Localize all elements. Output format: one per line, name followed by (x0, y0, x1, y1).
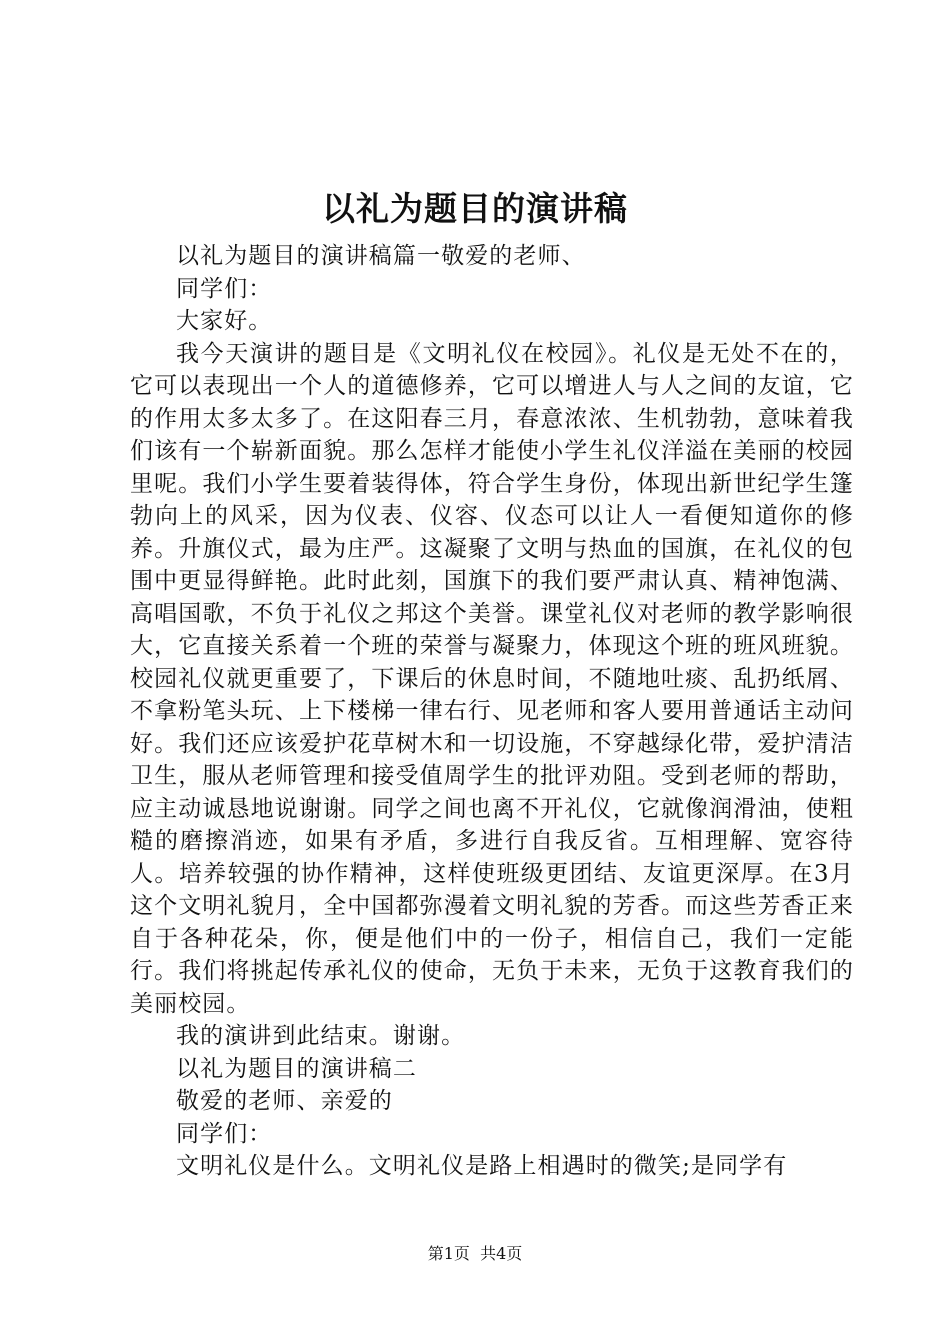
paragraph: 我今天演讲的题目是《文明礼仪在校园》。礼仪是无处不在的，它可以表现出一个人的道德修养，它可以增进人与人之间的友谊，它的作用太多太多了。在这阳春三月，春意浓浓、生机勃勃，意味着我们该有一个崭新面貌。那么怎样才能使小学生礼仪洋溢在美丽的校园里呢。我们小学生要着装得体，符合学生身份，体现出新世纪学生篷勃向上的风采，因为仪表、仪容、仪态可以让人一看便知道你的修养。升旗仪式，最为庄严。这凝聚了文明与热血的国旗，在礼仪的包围中更显得鲜艳。此时此刻，国旗下的我们要严肃认真、精神饱满、高唱国歌，不负于礼仪之邦这个美誉。课堂礼仪对老师的教学影响很大，它直接关系着一个班的荣誉与凝聚力，体现这个班的班风班貌。校园礼仪就更重要了，下课后的休息时间，不随地吐痰、乱扔纸屑、不拿粉笔头玩、上下楼梯一律右行、见老师和客人要用普通话主动问好。我们还应该爱护花草树木和一切设施，不穿越绿化带，爱护清洁卫生，服从老师管理和接受值周学生的批评劝阻。受到老师的帮助，应主动诚恳地说谢谢。同学之间也离不开礼仪，它就像润滑油，使粗糙的磨擦消迹，如果有矛盾，多进行自我反省。互相理解、宽容待人。培养较强的协作精神，这样使班级更团结、友谊更深厚。在3月这个文明礼貌月，全中国都弥漫着文明礼貌的芳香。而这些芳香正来自于各种花朵，你，便是他们中的一份子，相信自己，我们一定能行。我们将挑起传承礼仪的使命，无负于未来，无负于这教育我们的美丽校园。 (130, 340, 854, 1017)
paragraph: 大家好。 (176, 308, 273, 334)
page-number: 第1页 共4页 (427, 1244, 523, 1263)
paragraph: 文明礼仪是什么。文明礼仪是路上相遇时的微笑;是同学有 (176, 1153, 788, 1179)
paragraph: 以礼为题目的演讲稿篇一敬爱的老师、 (176, 243, 586, 269)
paragraph: 我的演讲到此结束。谢谢。 (176, 1023, 466, 1049)
paragraph: 敬爱的老师、亲爱的 (176, 1088, 393, 1114)
document-title: 以礼为题目的演讲稿 (322, 189, 628, 228)
paragraph: 同学们： (176, 1120, 273, 1147)
paragraph: 以礼为题目的演讲稿二 (176, 1055, 417, 1082)
document-body (130, 240, 854, 1183)
paragraph: 同学们： (176, 275, 273, 302)
page-footer (0, 1242, 950, 1266)
